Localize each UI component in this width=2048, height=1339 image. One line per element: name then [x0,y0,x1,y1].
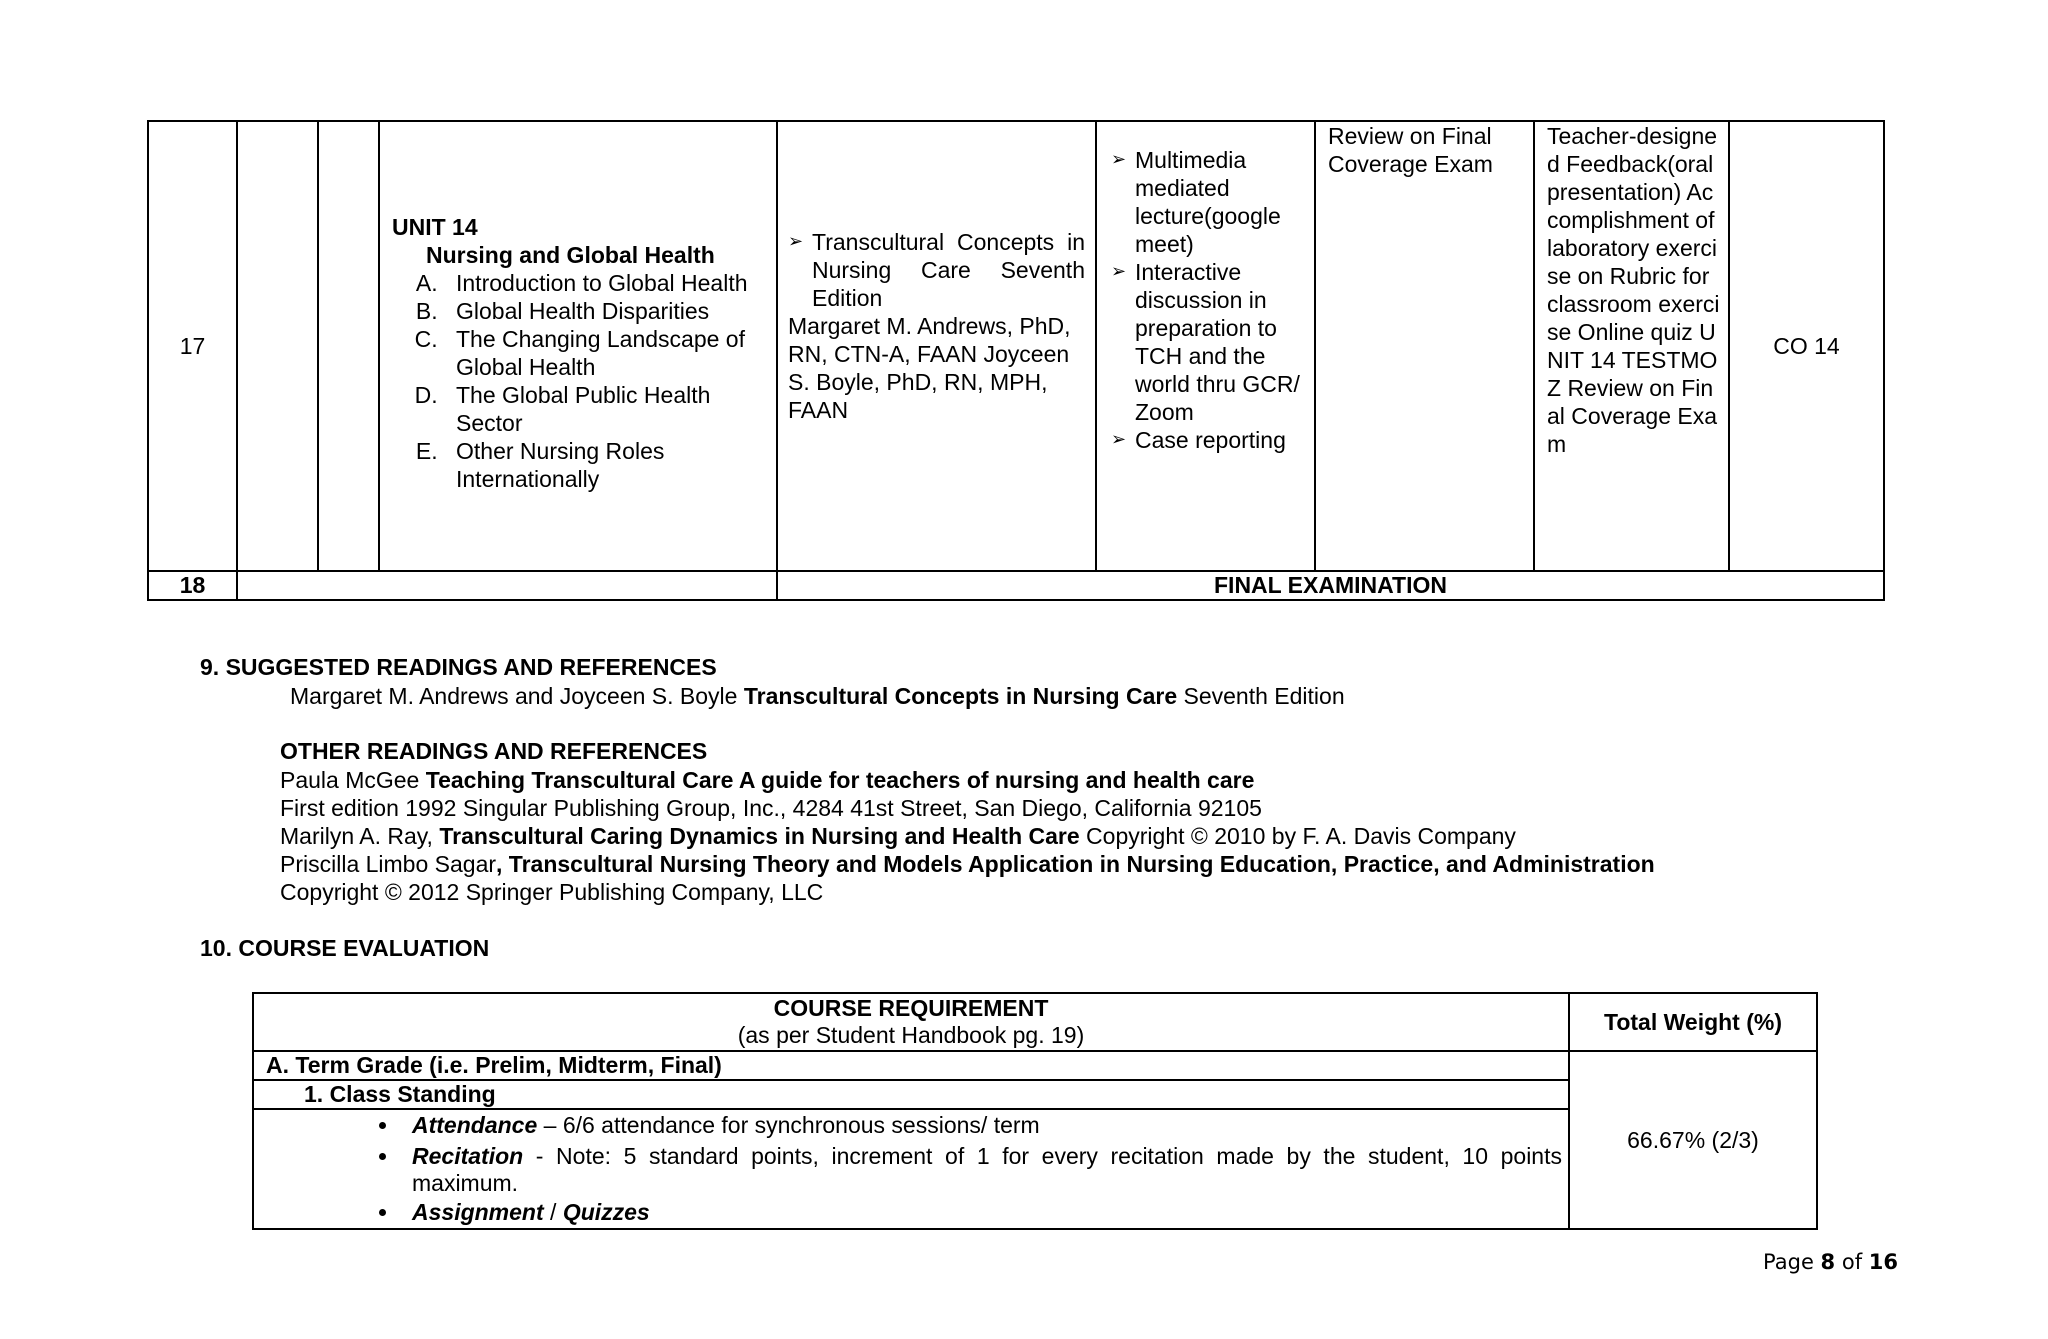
topic-item: E. Other Nursing Roles Internationally [444,437,776,493]
requirement-label: Quizzes [562,1199,650,1225]
course-evaluation-table [252,992,1818,1230]
requirement-text: – 6/6 attendance for synchronous sessions/ term [537,1112,1040,1138]
reference-title: , Transcultural Nursing Theory and Models Application in Nursing Education, Practice, and Administration [496,851,1655,877]
requirement-item [400,1199,1562,1226]
other-reference [280,794,1655,822]
unit-title: UNIT 14 [392,214,478,240]
topic-list [392,269,776,493]
week-18-row [148,571,1884,600]
reference-authors: Margaret M. Andrews, PhD, RN, CTN-A, FAAN Joyceen S. Boyle, PhD, RN, MPH, FAAN [788,313,1071,423]
requirement-text: - Note: 5 standard points, increment of 1 for every recitation made by the student, 10 points maximum. [412,1143,1562,1196]
unit-topics-cell [379,121,777,571]
class-standing-items [253,1109,1569,1229]
evaluation-header-row [253,993,1817,1051]
main-reference-authors: Margaret M. Andrews and Joyceen S. Boyle [290,683,744,709]
activity-item: ➢ Multimedia mediated lecture(google meet) [1111,146,1306,258]
week-number: 17 [148,121,237,571]
other-reference [280,766,1655,794]
week-number: 18 [148,571,237,600]
topic-item: D. The Global Public Health Sector [444,381,776,437]
requirement-text: / [543,1199,563,1225]
assessment-cell [1315,121,1534,571]
total-pages: 16 [1868,1250,1898,1274]
reference-author: Paula McGee [280,767,426,793]
activity-item: ➢ Interactive discussion in preparation to TCH and the world thru GCR/ Zoom [1111,258,1306,426]
requirement-header [253,993,1569,1051]
reference-copyright: Copyright © 2012 Springer Publishing Company, LLC [280,879,824,905]
assessment-text: Review on Final Coverage Exam [1328,123,1493,177]
unit-subtitle: Nursing and Global Health [426,242,715,268]
reference-copyright: Copyright © 2010 by F. A. Davis Company [1079,823,1516,849]
syllabus-table [147,120,1885,601]
reference-cell [777,121,1096,571]
requirement-label: Attendance [412,1112,538,1138]
activities-cell [1096,121,1315,571]
other-readings-list [280,766,1655,906]
requirement-item [400,1143,1562,1197]
other-readings-heading: OTHER READINGS AND REFERENCES [280,738,708,764]
topic-item: B. Global Health Disparities [444,297,776,325]
reference-publisher: First edition 1992 Singular Publishing Group, Inc., 4284 41st Street, San Diego, California 92105 [280,795,1262,821]
other-reference [280,822,1655,850]
current-page: 8 [1820,1250,1836,1274]
tasks-text: Teacher-designed Feedback(oral presentation) Accomplishment of laboratory exercise on Rubric for classroom exercise Online quiz UNIT 14 TESTMOZ Review on Final Coverage Exam [1547,123,1720,457]
empty-cell [318,121,379,571]
requirement-label: Assignment [412,1199,544,1225]
requirement-title: COURSE REQUIREMENT [773,995,1049,1021]
reference-bullet: ➢ Transcultural Concepts in Nursing Care Seventh Edition [788,228,1085,312]
other-reference [280,850,1655,878]
empty-cell [237,121,318,571]
reference-title: Transcultural Caring Dynamics in Nursing and Health Care [439,823,1080,849]
evaluation-heading: 10. COURSE EVALUATION [200,935,490,961]
term-grade-row [253,1051,1817,1080]
page-number [1763,1250,1898,1275]
page-prefix: Page [1763,1250,1821,1274]
course-outcome: CO 14 [1729,121,1884,571]
term-grade-label: A. Term Grade (i.e. Prelim, Midterm, Final) [253,1051,1569,1080]
main-reference [290,683,1345,711]
requirement-subtitle: (as per Student Handbook pg. 19) [737,1022,1085,1048]
topic-item: C. The Changing Landscape of Global Health [444,325,776,381]
topic-item: A. Introduction to Global Health [444,269,776,297]
page-of: of [1835,1250,1869,1274]
class-standing-label: 1. Class Standing [253,1080,1569,1109]
weight-value: 66.67% (2/3) [1569,1051,1817,1229]
requirement-label: Recitation [412,1143,524,1169]
weight-header: Total Weight (%) [1569,993,1817,1051]
tasks-cell [1534,121,1729,571]
requirement-list [260,1112,1562,1226]
other-reference [280,878,1655,906]
empty-cell [237,571,777,600]
final-exam-label: FINAL EXAMINATION [777,571,1884,600]
reference-list [788,228,1085,312]
week-17-row [148,121,1884,571]
activity-item: ➢ Case reporting [1111,426,1306,454]
activities-list [1111,146,1306,454]
main-reference-title: Transcultural Concepts in Nursing Care [743,683,1178,709]
reference-author: Priscilla Limbo Sagar [280,851,497,877]
reference-author: Marilyn A. Ray, [280,823,440,849]
main-reference-edition: Seventh Edition [1177,683,1345,709]
reference-title: Teaching Transcultural Care A guide for teachers of nursing and health care [425,767,1255,793]
requirement-item [400,1112,1562,1139]
readings-heading: 9. SUGGESTED READINGS AND REFERENCES [200,654,717,680]
